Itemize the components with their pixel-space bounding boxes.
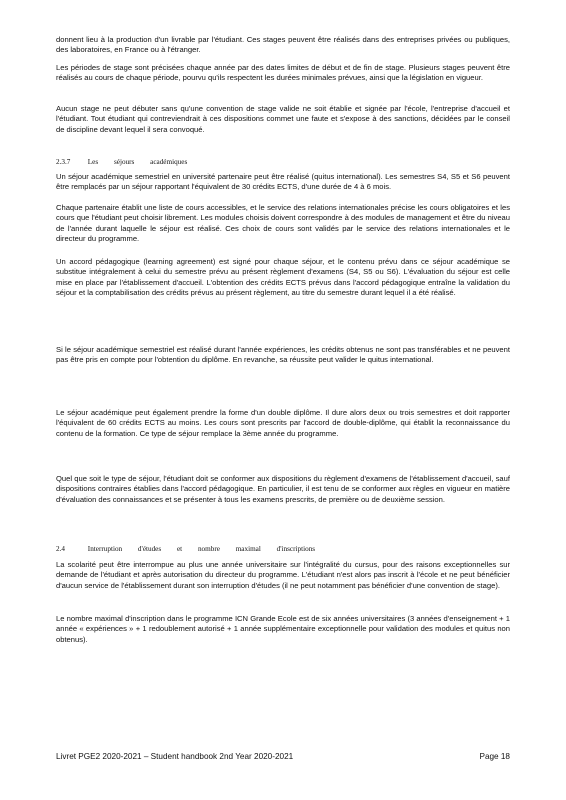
paragraph-internship-deliverable: donnent lieu à la production d'un livrable par l'étudiant. Ces stages peuvent être réalisés dans des entreprises privées ou publiques, des laboratoires, en France ou à l'étranger.: [56, 35, 510, 55]
section-title: Interruption d'études et nombre maximal d'inscriptions: [87, 545, 316, 553]
paragraph-course-list: Chaque partenaire établit une liste de cours accessibles, et le service des relations internationales précise les cours obligatoires et les cours que l'étudiant peut choisir librement. Les modules choisis doivent correspondre à des modules de management et être du niveau de l'année durant laquelle le séjour est réalisé. Ces choix de cours sont validés par le service des relations internationales et le directeur du programme.: [56, 203, 510, 244]
section-number: 2.3.7: [56, 158, 71, 166]
paragraph-host-rules: Quel que soit le type de séjour, l'étudiant doit se conformer aux dispositions du règlement d'examens de l'établissement d'accueil, sauf dispositions contraires établies dans l'accord pédagogique. En particulier, il est tenu de se conformer aux règles en vigueur en matière d'évaluation des connaissances et se présenter à tous les examens prescrits, de première ou de deuxième session.: [56, 474, 510, 504]
paragraph-internship-agreement: Aucun stage ne peut débuter sans qu'une convention de stage valide ne soit établie et signée par l'école, l'entreprise d'accueil et l'étudiant. Tout étudiant qui contreviendrait à ces dispositions commet une faute et s'expose à des sanctions, décidées par le conseil de discipline devant lequel il sera convoqué.: [56, 104, 510, 134]
section-number: 2.4: [56, 545, 65, 553]
paragraph-max-enrollment: Le nombre maximal d'inscription dans le programme ICN Grande Ecole est de six années universitaires (3 années d'enseignement + 1 année « expériences » + 1 redoublement autorisé + 1 année supplémentaire exceptionnelle pour validation des modules et quitus non obtenus).: [56, 614, 510, 644]
footer-handbook-title: Livret PGE2 2020-2021 – Student handbook 2nd Year 2020-2021: [56, 752, 294, 761]
section-title: Les séjours académiques: [87, 158, 188, 166]
paragraph-double-degree: Le séjour académique peut également prendre la forme d'un double diplôme. Il dure alors deux ou trois semestres et doit rapporter l'équivalent de 60 crédits ECTS au moins. Les cours sont prescrits par l'accord de double-diplôme, qui établit la reconnaissance du contenu de la formation. Ce type de séjour remplace la 3ème année du programme.: [56, 408, 510, 438]
paragraph-interruption: La scolarité peut être interrompue au plus une année universitaire sur l'intégralité du cursus, pour des raisons exceptionnelles sur demande de l'étudiant et après autorisation du directeur du programme. L'étudiant n'est alors pas inscrit à l'école et ne peut bénéficier d'aucun service de l'établissement durant son interruption d'études (il ne peut notamment pas bénéficier d'une convention de stage).: [56, 560, 510, 590]
paragraph-learning-agreement: Un accord pédagogique (learning agreement) est signé pour chaque séjour, et le contenu prévu dans ce séjour académique se substitue intégralement à celui du semestre prévu au présent règlement d'examens (S4, S5 ou S6). L'évaluation du séjour est celle mise en place par l'établissement d'accueil. L'obtention des crédits ECTS prévus dans l'accord pédagogique entraîne la validation du séjour et la comptabilisation des crédits prévus au présent règlement, au titre du semestre durant lequel il a été réalisé.: [56, 257, 510, 298]
paragraph-experience-year: Si le séjour académique semestriel est réalisé durant l'année expériences, les crédits obtenus ne sont pas transférables et ne peuvent pas être pris en compte pour l'obtention du diplôme. En revanche, sa réussite peut valider le quitus international.: [56, 345, 510, 365]
paragraph-academic-stay: Un séjour académique semestriel en université partenaire peut être réalisé (quitus international). Les semestres S4, S5 et S6 peuvent être remplacés par un séjour rapportant l'équivalent de 30 crédits ECTS, d'une durée de 4 à 6 mois.: [56, 172, 510, 192]
footer-page-number: Page 18: [479, 752, 510, 761]
paragraph-internship-periods: Les périodes de stage sont précisées chaque année par des dates limites de début et de fin de stage. Plusieurs stages peuvent être réalisés au cours de chaque période, pourvu qu'ils respectent les durées minimales prévues, ainsi que la législation en vigueur.: [56, 63, 510, 83]
section-heading-2-4: [56, 545, 510, 553]
section-heading-2-3-7: [56, 158, 510, 166]
